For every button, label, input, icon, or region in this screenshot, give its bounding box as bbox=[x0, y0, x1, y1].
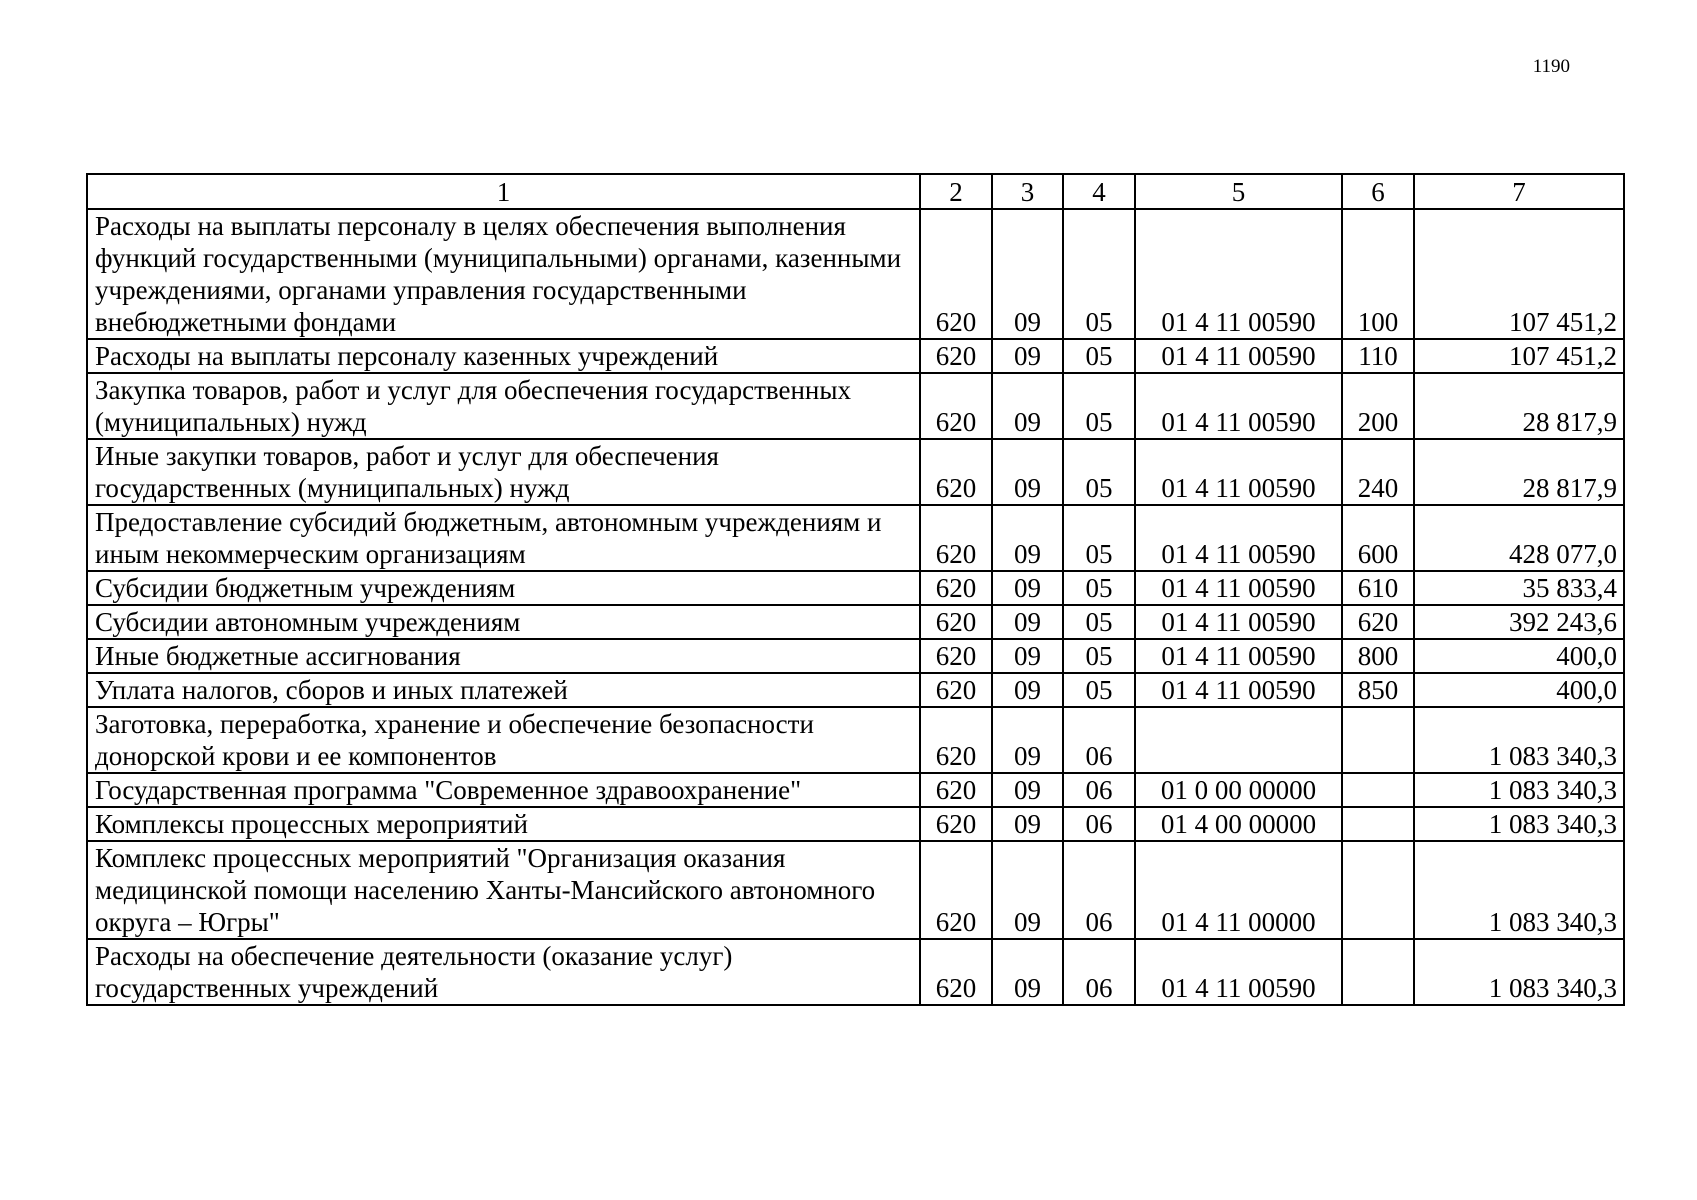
table-row bbox=[87, 505, 1624, 571]
code-cell: 620 bbox=[920, 807, 992, 841]
table-row bbox=[87, 439, 1624, 505]
code-cell: 05 bbox=[1063, 673, 1135, 707]
amount-cell: 428 077,0 bbox=[1414, 505, 1624, 571]
code-cell: 05 bbox=[1063, 339, 1135, 373]
code-cell: 620 bbox=[920, 605, 992, 639]
code-cell: 620 bbox=[920, 571, 992, 605]
row-name-cell: Расходы на выплаты персоналу в целях обеспечения выполнения функций государственными (муниципальными) органами, казенными учреждениями, органами управления государственными внебюджетными фондами bbox=[87, 209, 920, 339]
code-cell: 01 0 00 00000 bbox=[1135, 773, 1342, 807]
row-name-cell: Заготовка, переработка, хранение и обеспечение безопасности донорской крови и ее компонентов bbox=[87, 707, 920, 773]
code-cell: 09 bbox=[992, 939, 1063, 1005]
row-name-cell: Иные закупки товаров, работ и услуг для обеспечения государственных (муниципальных) нужд bbox=[87, 439, 920, 505]
code-cell: 620 bbox=[920, 439, 992, 505]
code-cell bbox=[1342, 707, 1414, 773]
column-header: 3 bbox=[992, 174, 1063, 209]
code-cell: 09 bbox=[992, 209, 1063, 339]
amount-cell: 392 243,6 bbox=[1414, 605, 1624, 639]
column-header: 6 bbox=[1342, 174, 1414, 209]
row-name-cell: Государственная программа "Современное здравоохранение" bbox=[87, 773, 920, 807]
code-cell: 09 bbox=[992, 439, 1063, 505]
code-cell: 01 4 11 00590 bbox=[1135, 639, 1342, 673]
code-cell: 620 bbox=[920, 939, 992, 1005]
code-cell bbox=[1135, 707, 1342, 773]
table-row bbox=[87, 605, 1624, 639]
code-cell: 620 bbox=[920, 707, 992, 773]
code-cell: 600 bbox=[1342, 505, 1414, 571]
table-row bbox=[87, 209, 1624, 339]
code-cell bbox=[1342, 773, 1414, 807]
row-name-cell: Комплекс процессных мероприятий "Организация оказания медицинской помощи населению Ханты-Мансийского автономного округа – Югры" bbox=[87, 841, 920, 939]
row-name-cell: Предоставление субсидий бюджетным, автономным учреждениям и иным некоммерческим организациям bbox=[87, 505, 920, 571]
row-name-cell: Расходы на обеспечение деятельности (оказание услуг) государственных учреждений bbox=[87, 939, 920, 1005]
budget-table bbox=[86, 173, 1625, 1006]
code-cell: 09 bbox=[992, 707, 1063, 773]
code-cell bbox=[1342, 841, 1414, 939]
code-cell: 01 4 11 00000 bbox=[1135, 841, 1342, 939]
code-cell: 09 bbox=[992, 605, 1063, 639]
code-cell: 620 bbox=[920, 773, 992, 807]
code-cell: 09 bbox=[992, 505, 1063, 571]
row-name-cell: Расходы на выплаты персоналу казенных учреждений bbox=[87, 339, 920, 373]
code-cell: 01 4 11 00590 bbox=[1135, 939, 1342, 1005]
table-row bbox=[87, 939, 1624, 1005]
code-cell: 01 4 11 00590 bbox=[1135, 505, 1342, 571]
column-header: 1 bbox=[87, 174, 920, 209]
code-cell: 200 bbox=[1342, 373, 1414, 439]
table-row bbox=[87, 773, 1624, 807]
code-cell: 09 bbox=[992, 339, 1063, 373]
table-row bbox=[87, 571, 1624, 605]
code-cell: 610 bbox=[1342, 571, 1414, 605]
code-cell: 620 bbox=[920, 841, 992, 939]
column-header: 7 bbox=[1414, 174, 1624, 209]
column-header: 5 bbox=[1135, 174, 1342, 209]
code-cell: 05 bbox=[1063, 209, 1135, 339]
code-cell: 620 bbox=[920, 673, 992, 707]
code-cell: 620 bbox=[920, 339, 992, 373]
code-cell: 09 bbox=[992, 773, 1063, 807]
code-cell: 01 4 11 00590 bbox=[1135, 373, 1342, 439]
table-header-row bbox=[87, 174, 1624, 209]
code-cell: 09 bbox=[992, 373, 1063, 439]
code-cell: 240 bbox=[1342, 439, 1414, 505]
code-cell: 01 4 11 00590 bbox=[1135, 209, 1342, 339]
code-cell: 620 bbox=[1342, 605, 1414, 639]
code-cell: 620 bbox=[920, 209, 992, 339]
code-cell: 06 bbox=[1063, 841, 1135, 939]
row-name-cell: Иные бюджетные ассигнования bbox=[87, 639, 920, 673]
table-row bbox=[87, 373, 1624, 439]
code-cell: 01 4 11 00590 bbox=[1135, 339, 1342, 373]
amount-cell: 400,0 bbox=[1414, 673, 1624, 707]
amount-cell: 1 083 340,3 bbox=[1414, 939, 1624, 1005]
code-cell: 06 bbox=[1063, 807, 1135, 841]
column-header: 4 bbox=[1063, 174, 1135, 209]
code-cell: 05 bbox=[1063, 571, 1135, 605]
code-cell: 800 bbox=[1342, 639, 1414, 673]
table-row bbox=[87, 339, 1624, 373]
code-cell: 09 bbox=[992, 571, 1063, 605]
code-cell: 05 bbox=[1063, 439, 1135, 505]
code-cell bbox=[1342, 807, 1414, 841]
amount-cell: 107 451,2 bbox=[1414, 339, 1624, 373]
code-cell: 06 bbox=[1063, 773, 1135, 807]
row-name-cell: Закупка товаров, работ и услуг для обеспечения государственных (муниципальных) нужд bbox=[87, 373, 920, 439]
code-cell bbox=[1342, 939, 1414, 1005]
table-row bbox=[87, 673, 1624, 707]
amount-cell: 107 451,2 bbox=[1414, 209, 1624, 339]
code-cell: 06 bbox=[1063, 939, 1135, 1005]
table-row bbox=[87, 807, 1624, 841]
code-cell: 01 4 00 00000 bbox=[1135, 807, 1342, 841]
row-name-cell: Комплексы процессных мероприятий bbox=[87, 807, 920, 841]
code-cell: 620 bbox=[920, 505, 992, 571]
code-cell: 620 bbox=[920, 639, 992, 673]
code-cell: 850 bbox=[1342, 673, 1414, 707]
row-name-cell: Субсидии автономным учреждениям bbox=[87, 605, 920, 639]
amount-cell: 35 833,4 bbox=[1414, 571, 1624, 605]
code-cell: 09 bbox=[992, 807, 1063, 841]
code-cell: 05 bbox=[1063, 605, 1135, 639]
row-name-cell: Субсидии бюджетным учреждениям bbox=[87, 571, 920, 605]
column-header: 2 bbox=[920, 174, 992, 209]
code-cell: 09 bbox=[992, 673, 1063, 707]
amount-cell: 1 083 340,3 bbox=[1414, 773, 1624, 807]
table-body bbox=[87, 209, 1624, 1005]
code-cell: 09 bbox=[992, 841, 1063, 939]
code-cell: 09 bbox=[992, 639, 1063, 673]
code-cell: 05 bbox=[1063, 505, 1135, 571]
amount-cell: 1 083 340,3 bbox=[1414, 807, 1624, 841]
code-cell: 06 bbox=[1063, 707, 1135, 773]
table-row bbox=[87, 707, 1624, 773]
code-cell: 01 4 11 00590 bbox=[1135, 673, 1342, 707]
amount-cell: 28 817,9 bbox=[1414, 439, 1624, 505]
amount-cell: 28 817,9 bbox=[1414, 373, 1624, 439]
code-cell: 01 4 11 00590 bbox=[1135, 439, 1342, 505]
amount-cell: 1 083 340,3 bbox=[1414, 841, 1624, 939]
code-cell: 01 4 11 00590 bbox=[1135, 571, 1342, 605]
page-number: 1190 bbox=[1532, 56, 1570, 77]
amount-cell: 400,0 bbox=[1414, 639, 1624, 673]
table-row bbox=[87, 639, 1624, 673]
code-cell: 05 bbox=[1063, 639, 1135, 673]
code-cell: 01 4 11 00590 bbox=[1135, 605, 1342, 639]
code-cell: 100 bbox=[1342, 209, 1414, 339]
row-name-cell: Уплата налогов, сборов и иных платежей bbox=[87, 673, 920, 707]
code-cell: 110 bbox=[1342, 339, 1414, 373]
table-row bbox=[87, 841, 1624, 939]
amount-cell: 1 083 340,3 bbox=[1414, 707, 1624, 773]
code-cell: 05 bbox=[1063, 373, 1135, 439]
code-cell: 620 bbox=[920, 373, 992, 439]
